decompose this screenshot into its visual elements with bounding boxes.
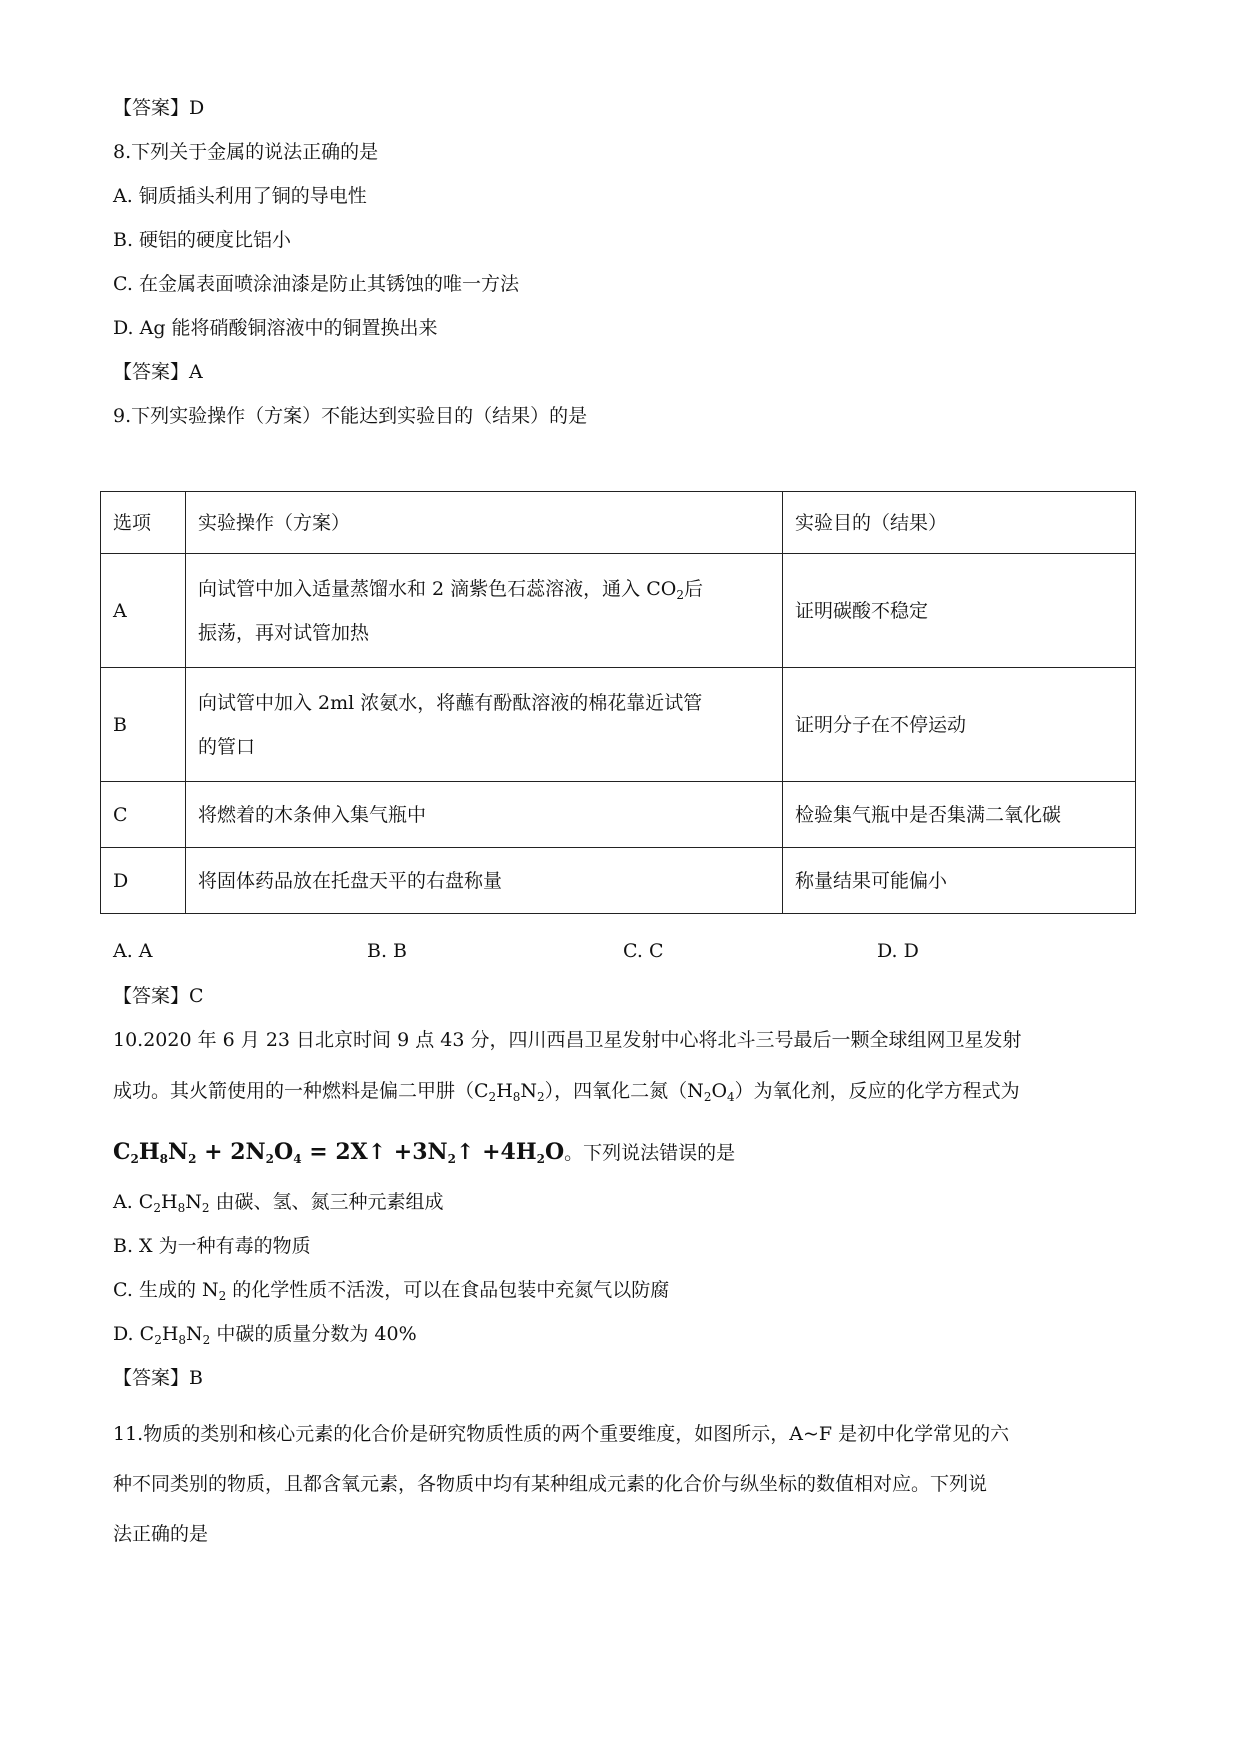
q10-opt-c-part2: 的化学性质不活泼，可以在食品包装中充氮气以防腐 [226, 1279, 670, 1301]
q10-option-c [113, 1278, 669, 1302]
q10-n: N [520, 1080, 538, 1102]
q8-option-c: C. 在金属表面喷涂油漆是防止其锈蚀的唯一方法 [113, 273, 519, 295]
q11-line1: 11.物质的类别和核心元素的化合价是研究物质性质的两个重要维度，如图所示，A~F 是初中化学常见的六 [113, 1423, 1010, 1445]
table-row [101, 554, 1136, 668]
q10-option-a [113, 1190, 444, 1214]
answer-q9: 【答案】C [113, 985, 204, 1007]
table-row [101, 848, 1136, 914]
row-d-option: D [101, 848, 186, 914]
q11-line2: 种不同类别的物质，且都含氧元素，各物质中均有某种组成元素的化合价与纵坐标的数值相对应。下列说 [113, 1473, 988, 1495]
row-d-operation: 将固体药品放在托盘天平的右盘称量 [186, 848, 783, 914]
row-c-operation: 将燃着的木条伸入集气瓶中 [186, 782, 783, 848]
q10-line2 [113, 1079, 1020, 1103]
q10-h: H [496, 1080, 513, 1102]
q10-opt-d-h: H [161, 1323, 179, 1345]
sub-8c: 8 [178, 1333, 187, 1347]
q8-option-d: D. Ag 能将硝酸铜溶液中的铜置换出来 [113, 317, 438, 339]
header-goal: 实验目的（结果） [783, 492, 1136, 554]
table-header-row [101, 492, 1136, 554]
q8-option-a: A. 铜质插头利用了铜的导电性 [113, 185, 367, 207]
q10-opt-a-part1: A. C [113, 1191, 154, 1213]
row-b-option: B [101, 668, 186, 782]
row-d-goal: 称量结果可能偏小 [783, 848, 1136, 914]
q8-option-b: B. 硬铝的硬度比铝小 [113, 229, 292, 251]
row-a-option: A [101, 554, 186, 668]
row-c-option: C [101, 782, 186, 848]
q9-option-a: A. A [113, 940, 153, 962]
answer-q8: 【答案】A [113, 361, 203, 383]
q10-line2-part2: ），四氧化二氮（N [544, 1080, 704, 1102]
table-row [101, 782, 1136, 848]
row-b-goal: 证明分子在不停运动 [783, 668, 1136, 782]
sub-2h: 2 [202, 1333, 211, 1347]
sub-2c: 2 [703, 1090, 712, 1104]
sub-2d: 2 [153, 1201, 161, 1215]
q10-line2-part1: 成功。其火箭使用的一种燃料是偏二甲肼（C [113, 1080, 489, 1102]
sub-8: 8 [512, 1090, 521, 1104]
header-option: 选项 [101, 492, 186, 554]
table-row [101, 668, 1136, 782]
row-a-operation-line2: 振荡，再对试管加热 [198, 621, 370, 644]
q10-opt-a-n: N [185, 1191, 202, 1213]
co2-subscript: 2 [676, 587, 684, 602]
row-a-operation [186, 554, 783, 668]
sub-2g: 2 [154, 1333, 162, 1347]
chemical-equation: $C_2H_8N_2 + 2N_2O_4$ = 2X↑ $+3N_2↑ +4H_2O$。下列说法错误的是 [113, 1139, 736, 1166]
q8-stem: 8.下列关于金属的说法正确的是 [113, 141, 379, 163]
q10-opt-d-part2: 中碳的质量分数为 40% [210, 1323, 417, 1345]
header-operation: 实验操作（方案） [186, 492, 783, 554]
answer-q10: 【答案】B [113, 1367, 203, 1389]
row-b-operation [186, 668, 783, 782]
q9-option-d: D. D [877, 940, 919, 962]
q10-opt-a-h: H [160, 1191, 178, 1213]
q10-opt-d-n: N [186, 1323, 203, 1345]
sub-2e: 2 [201, 1201, 210, 1215]
equation-tail: 。下列说法错误的是 [564, 1142, 736, 1164]
answer-q7: 【答案】D [113, 97, 205, 119]
sub-2f: 2 [218, 1289, 227, 1303]
q10-opt-c-part1: C. 生成的 N [113, 1279, 219, 1301]
row-a-goal: 证明碳酸不稳定 [783, 554, 1136, 668]
q9-option-b: B. B [367, 940, 408, 962]
q10-opt-a-part2: 由碳、氢、氮三种元素组成 [209, 1191, 444, 1213]
q10-opt-d-part1: D. C [113, 1323, 155, 1345]
experiment-table [100, 491, 1136, 914]
row-a-operation-line1-tail: 后 [683, 577, 703, 600]
sub-4: 4 [727, 1090, 735, 1104]
q10-option-b: B. X 为一种有毒的物质 [113, 1235, 311, 1257]
q10-o: O [711, 1080, 728, 1102]
row-b-operation-line1: 向试管中加入 2ml 浓氨水，将蘸有酚酞溶液的棉花靠近试管 [198, 691, 703, 714]
sub-2b: 2 [537, 1090, 545, 1104]
sub-8b: 8 [177, 1201, 186, 1215]
q10-line1: 10.2020 年 6 月 23 日北京时间 9 点 43 分，四川西昌卫星发射中心将北斗三号最后一颗全球组网卫星发射 [113, 1029, 1022, 1051]
q9-stem: 9.下列实验操作（方案）不能达到实验目的（结果）的是 [113, 405, 588, 427]
sub-2: 2 [488, 1090, 497, 1104]
row-b-operation-line2: 的管口 [198, 735, 256, 758]
row-c-goal: 检验集气瓶中是否集满二氧化碳 [783, 782, 1136, 848]
q10-line2-part3: ）为氧化剂，反应的化学方程式为 [734, 1080, 1020, 1102]
q10-option-d [113, 1322, 417, 1346]
q9-option-c: C. C [623, 940, 664, 962]
q11-line3: 法正确的是 [113, 1523, 209, 1545]
row-a-operation-line1: 向试管中加入适量蒸馏水和 2 滴紫色石蕊溶液，通入 CO [198, 577, 677, 600]
